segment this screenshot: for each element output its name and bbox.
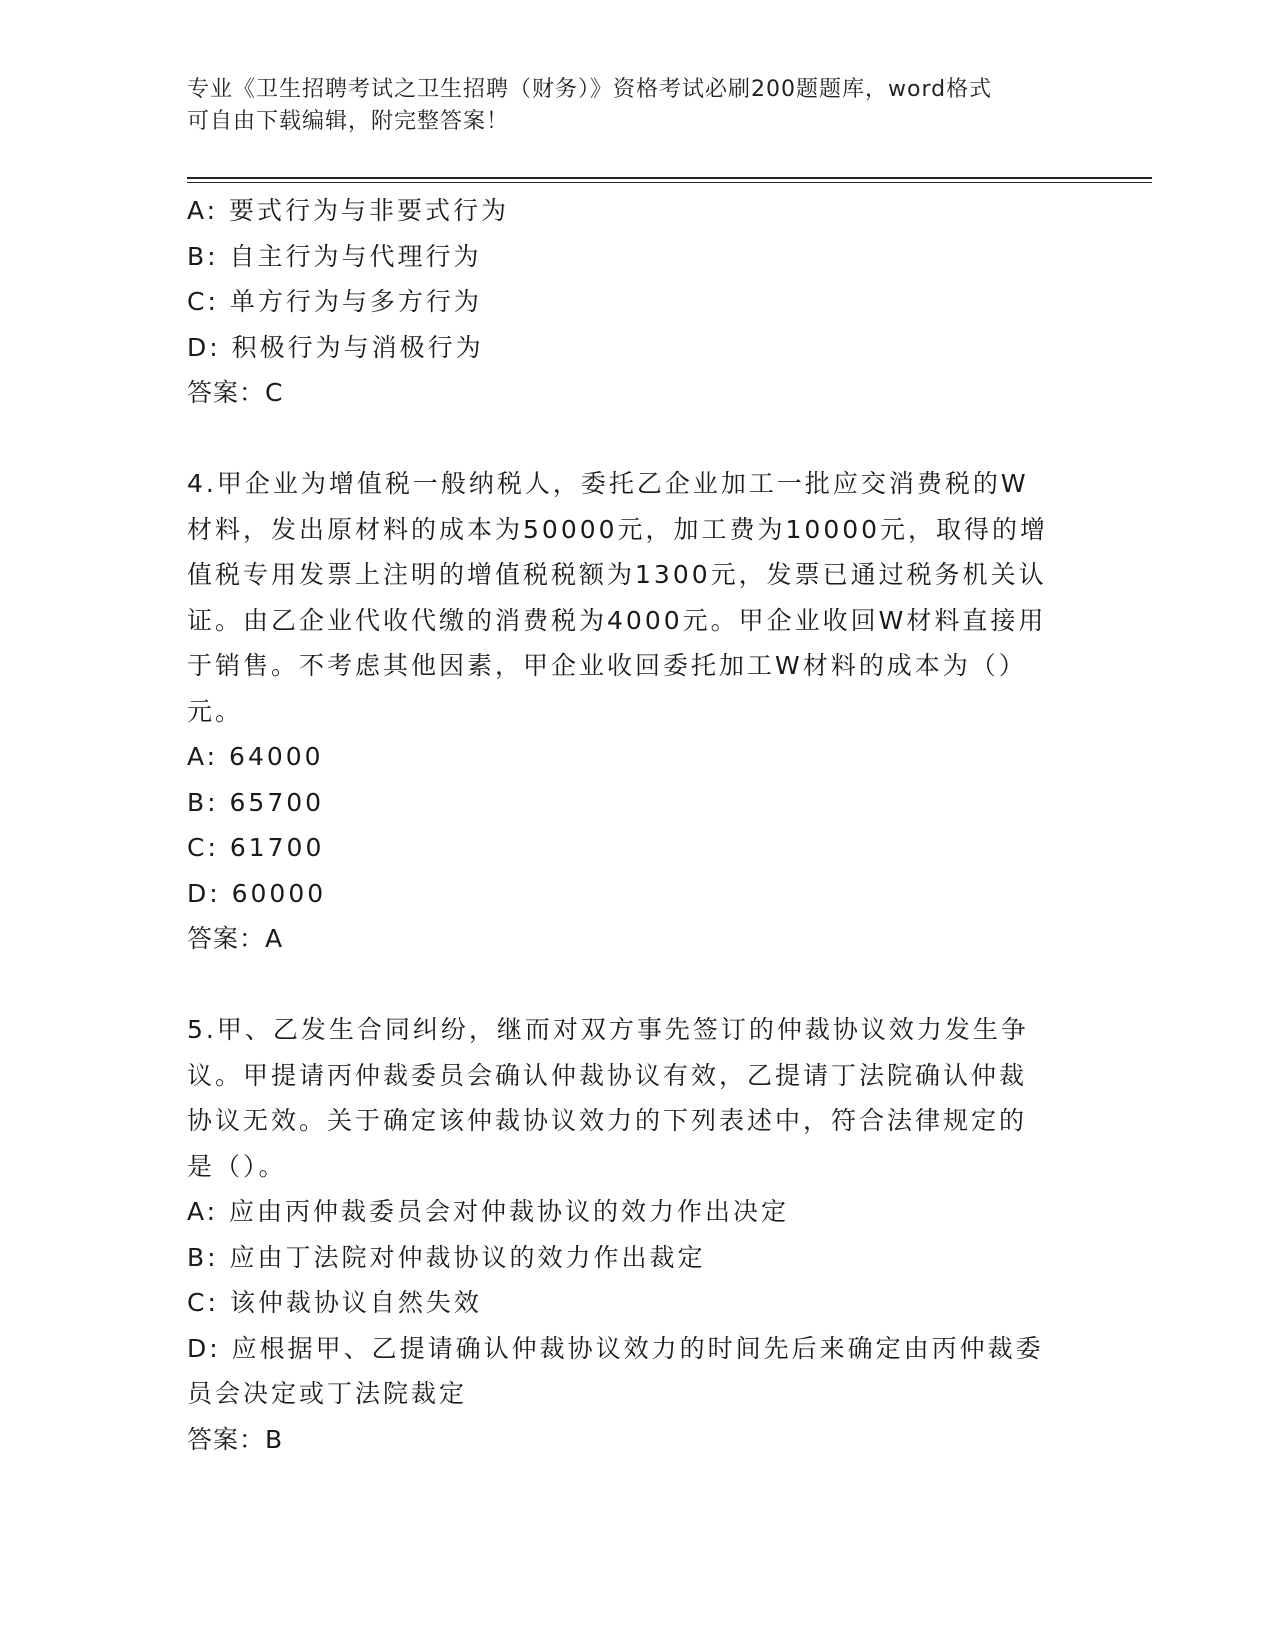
option-a: A: 64000 <box>187 742 324 771</box>
option-d: D: 应根据甲、乙提请确认仲裁协议效力的时间先后来确定由丙仲裁委 <box>187 1333 1044 1363</box>
question-text-line: 证。由乙企业代收代缴的消费税为4000元。甲企业收回W材料直接用 <box>187 605 1047 635</box>
option-b: B: 65700 <box>187 787 325 817</box>
question-text-line: 议。甲提请丙仲裁委员会确认仲裁协议有效，乙提请丁法院确认仲裁 <box>187 1060 1028 1090</box>
question-text-line: 值税专用发票上注明的增值税税额为1300元，发票已通过税务机关认 <box>187 560 1047 589</box>
document-header <box>187 74 1067 138</box>
question-text-line: 协议无效。关于确定该仲裁协议效力的下列表述中，符合法律规定的 <box>187 1106 1028 1135</box>
question-text-line: 材料，发出原材料的成本为50000元，加工费为10000元，取得的增 <box>187 514 1049 544</box>
spacer <box>187 962 1067 1008</box>
question-text-line: 5.甲、乙发生合同纠纷，继而对双方事先签订的仲裁协议效力发生争 <box>187 1015 1029 1044</box>
option-d-continued: 员会决定或丁法院裁定 <box>187 1379 468 1408</box>
answer-line: 答案：B <box>187 1424 284 1454</box>
option-c: C: 该仲裁协议自然失效 <box>187 1288 482 1317</box>
header-divider-thin <box>187 182 1152 183</box>
question-text-line: 于销售。不考虑其他因素，甲企业收回委托加工W材料的成本为（） <box>187 651 1027 680</box>
question-text-line: 4.甲企业为增值税一般纳税人，委托乙企业加工一批应交消费税的W <box>187 469 1029 498</box>
option-b: B: 自主行为与代理行为 <box>187 241 482 271</box>
option-a: A: 要式行为与非要式行为 <box>187 196 510 225</box>
question-text-line: 元。 <box>187 696 244 726</box>
header-divider-thick <box>187 177 1152 179</box>
question-4 <box>187 461 1067 962</box>
document-body <box>187 188 1067 1462</box>
answer-line: 答案：C <box>187 378 284 407</box>
question-text-line: 是（）。 <box>187 1151 287 1181</box>
question-5 <box>187 1007 1067 1462</box>
option-a: A: 应由丙仲裁委员会对仲裁协议的效力作出决定 <box>187 1197 790 1226</box>
question-3 <box>187 188 1067 416</box>
header-line-2: 可自由下载编辑，附完整答案！ <box>187 109 510 134</box>
answer-line: 答案：A <box>187 924 284 953</box>
spacer <box>187 416 1067 462</box>
option-c: C: 单方行为与多方行为 <box>187 287 482 316</box>
option-d: D: 积极行为与消极行为 <box>187 332 484 362</box>
option-d: D: 60000 <box>187 878 327 908</box>
header-line-1: 专业《卫生招聘考试之卫生招聘（财务）》资格考试必刷200题题库，word格式 <box>187 77 993 102</box>
option-b: B: 应由丁法院对仲裁协议的效力作出裁定 <box>187 1242 706 1272</box>
option-c: C: 61700 <box>187 833 325 862</box>
